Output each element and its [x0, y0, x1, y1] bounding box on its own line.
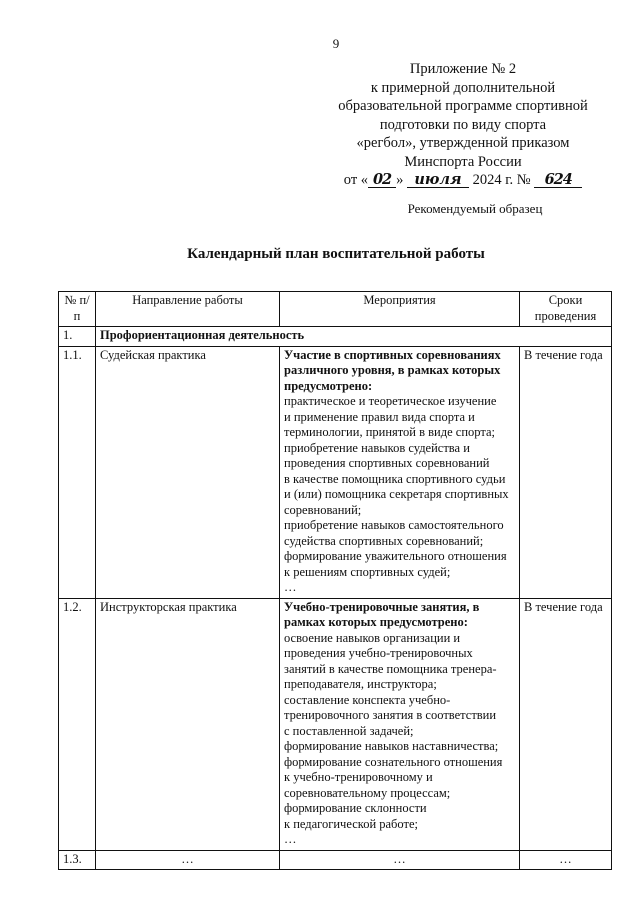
- row-direction: Инструкторская практика: [96, 598, 280, 850]
- appendix-block: [318, 60, 608, 190]
- appendix-line: Минспорта России: [404, 153, 522, 170]
- date-quote-close: »: [396, 172, 404, 188]
- handwritten-day: 02: [368, 172, 396, 188]
- events-line: с поставленной задачей;: [284, 723, 414, 738]
- events-line: и применение правил вида спорта и: [284, 409, 475, 424]
- row-events: …: [280, 850, 520, 870]
- events-line: формирование уважительного отношения: [284, 549, 507, 563]
- events-line: освоение навыков организации и: [284, 630, 461, 645]
- events-line: тренировочного занятия в соответствии: [284, 708, 497, 722]
- row-terms: В течение года: [520, 598, 612, 850]
- events-line: формирование склонности: [284, 801, 427, 815]
- events-line: и (или) помощника секретаря спортивных: [284, 487, 509, 501]
- events-line: терминологии, принятой в виде спорта;: [284, 425, 495, 439]
- row-num: 1.1.: [59, 346, 96, 598]
- section-row: [59, 327, 612, 347]
- events-line: …: [284, 580, 297, 594]
- events-title: Учебно-тренировочные занятия, в рамках которых предусмотрено:: [284, 599, 480, 629]
- row-num: 1.3.: [59, 850, 96, 870]
- header-num: № п/п: [59, 292, 96, 327]
- events-line: составление конспекта учебно-: [284, 692, 451, 707]
- events-title: Участие в спортивных соревнованиях различного уровня, в рамках которых предусмотрено:: [284, 347, 501, 393]
- handwritten-order-number: 624: [534, 172, 582, 188]
- appendix-line: Приложение № 2: [409, 61, 517, 77]
- row-direction: …: [96, 850, 280, 870]
- table-header-row: [59, 292, 612, 327]
- row-num: 1.2.: [59, 598, 96, 850]
- date-prefix: от «: [343, 172, 369, 188]
- appendix-line: образовательной программе спортивной: [338, 98, 588, 114]
- order-date-line: [318, 171, 608, 190]
- events-line: к решениям спортивных судей;: [284, 564, 451, 579]
- appendix-line: подготовки по виду спорта: [379, 116, 547, 133]
- events-line: проведения учебно-тренировочных: [284, 646, 473, 660]
- row-events: [280, 598, 520, 850]
- events-line: формирование сознательного отношения: [284, 754, 503, 769]
- events-line: приобретение навыков самостоятельного: [284, 518, 504, 532]
- row-direction: Судейская практика: [96, 346, 280, 598]
- header-direction: Направление работы: [96, 292, 280, 327]
- section-num: 1.: [59, 327, 96, 347]
- page-number: 9: [332, 36, 340, 51]
- plan-table: [58, 291, 612, 870]
- header-events: Мероприятия: [280, 292, 520, 327]
- events-line: судейства спортивных соревнований;: [284, 533, 484, 548]
- events-line: в качестве помощника спортивного судьи: [284, 471, 506, 486]
- events-line: преподавателя, инструктора;: [284, 677, 437, 691]
- events-line: практическое и теоретическое изучение: [284, 394, 497, 408]
- appendix-line: «регбол», утвержденной приказом: [356, 135, 570, 151]
- row-terms: …: [520, 850, 612, 870]
- row-events: [280, 346, 520, 598]
- events-line: к педагогической работе;: [284, 816, 418, 831]
- row-terms: В течение года: [520, 346, 612, 598]
- table-row: [59, 850, 612, 870]
- appendix-line: к примерной дополнительной: [370, 79, 556, 96]
- events-line: соревновательному процессам;: [284, 785, 451, 800]
- document-title: Календарный план воспитательной работы: [187, 246, 485, 262]
- events-line: соревнований;: [284, 502, 362, 517]
- table-row: [59, 346, 612, 598]
- events-line: к учебно-тренировочному и: [284, 770, 433, 784]
- events-line: …: [284, 832, 297, 846]
- section-title: Профориентационная деятельность: [96, 327, 612, 347]
- events-line: приобретение навыков судейства и: [284, 440, 470, 455]
- table-row: [59, 598, 612, 850]
- sample-label: Рекомендуемый образец: [407, 201, 543, 216]
- events-line: занятий в качестве помощника тренера-: [284, 661, 497, 676]
- events-line: формирование навыков наставничества;: [284, 739, 499, 753]
- year-text: 2024 г. №: [472, 172, 531, 188]
- events-line: проведения спортивных соревнований: [284, 456, 490, 470]
- header-terms: Сроки проведения: [520, 292, 612, 327]
- handwritten-month: июля: [407, 172, 469, 188]
